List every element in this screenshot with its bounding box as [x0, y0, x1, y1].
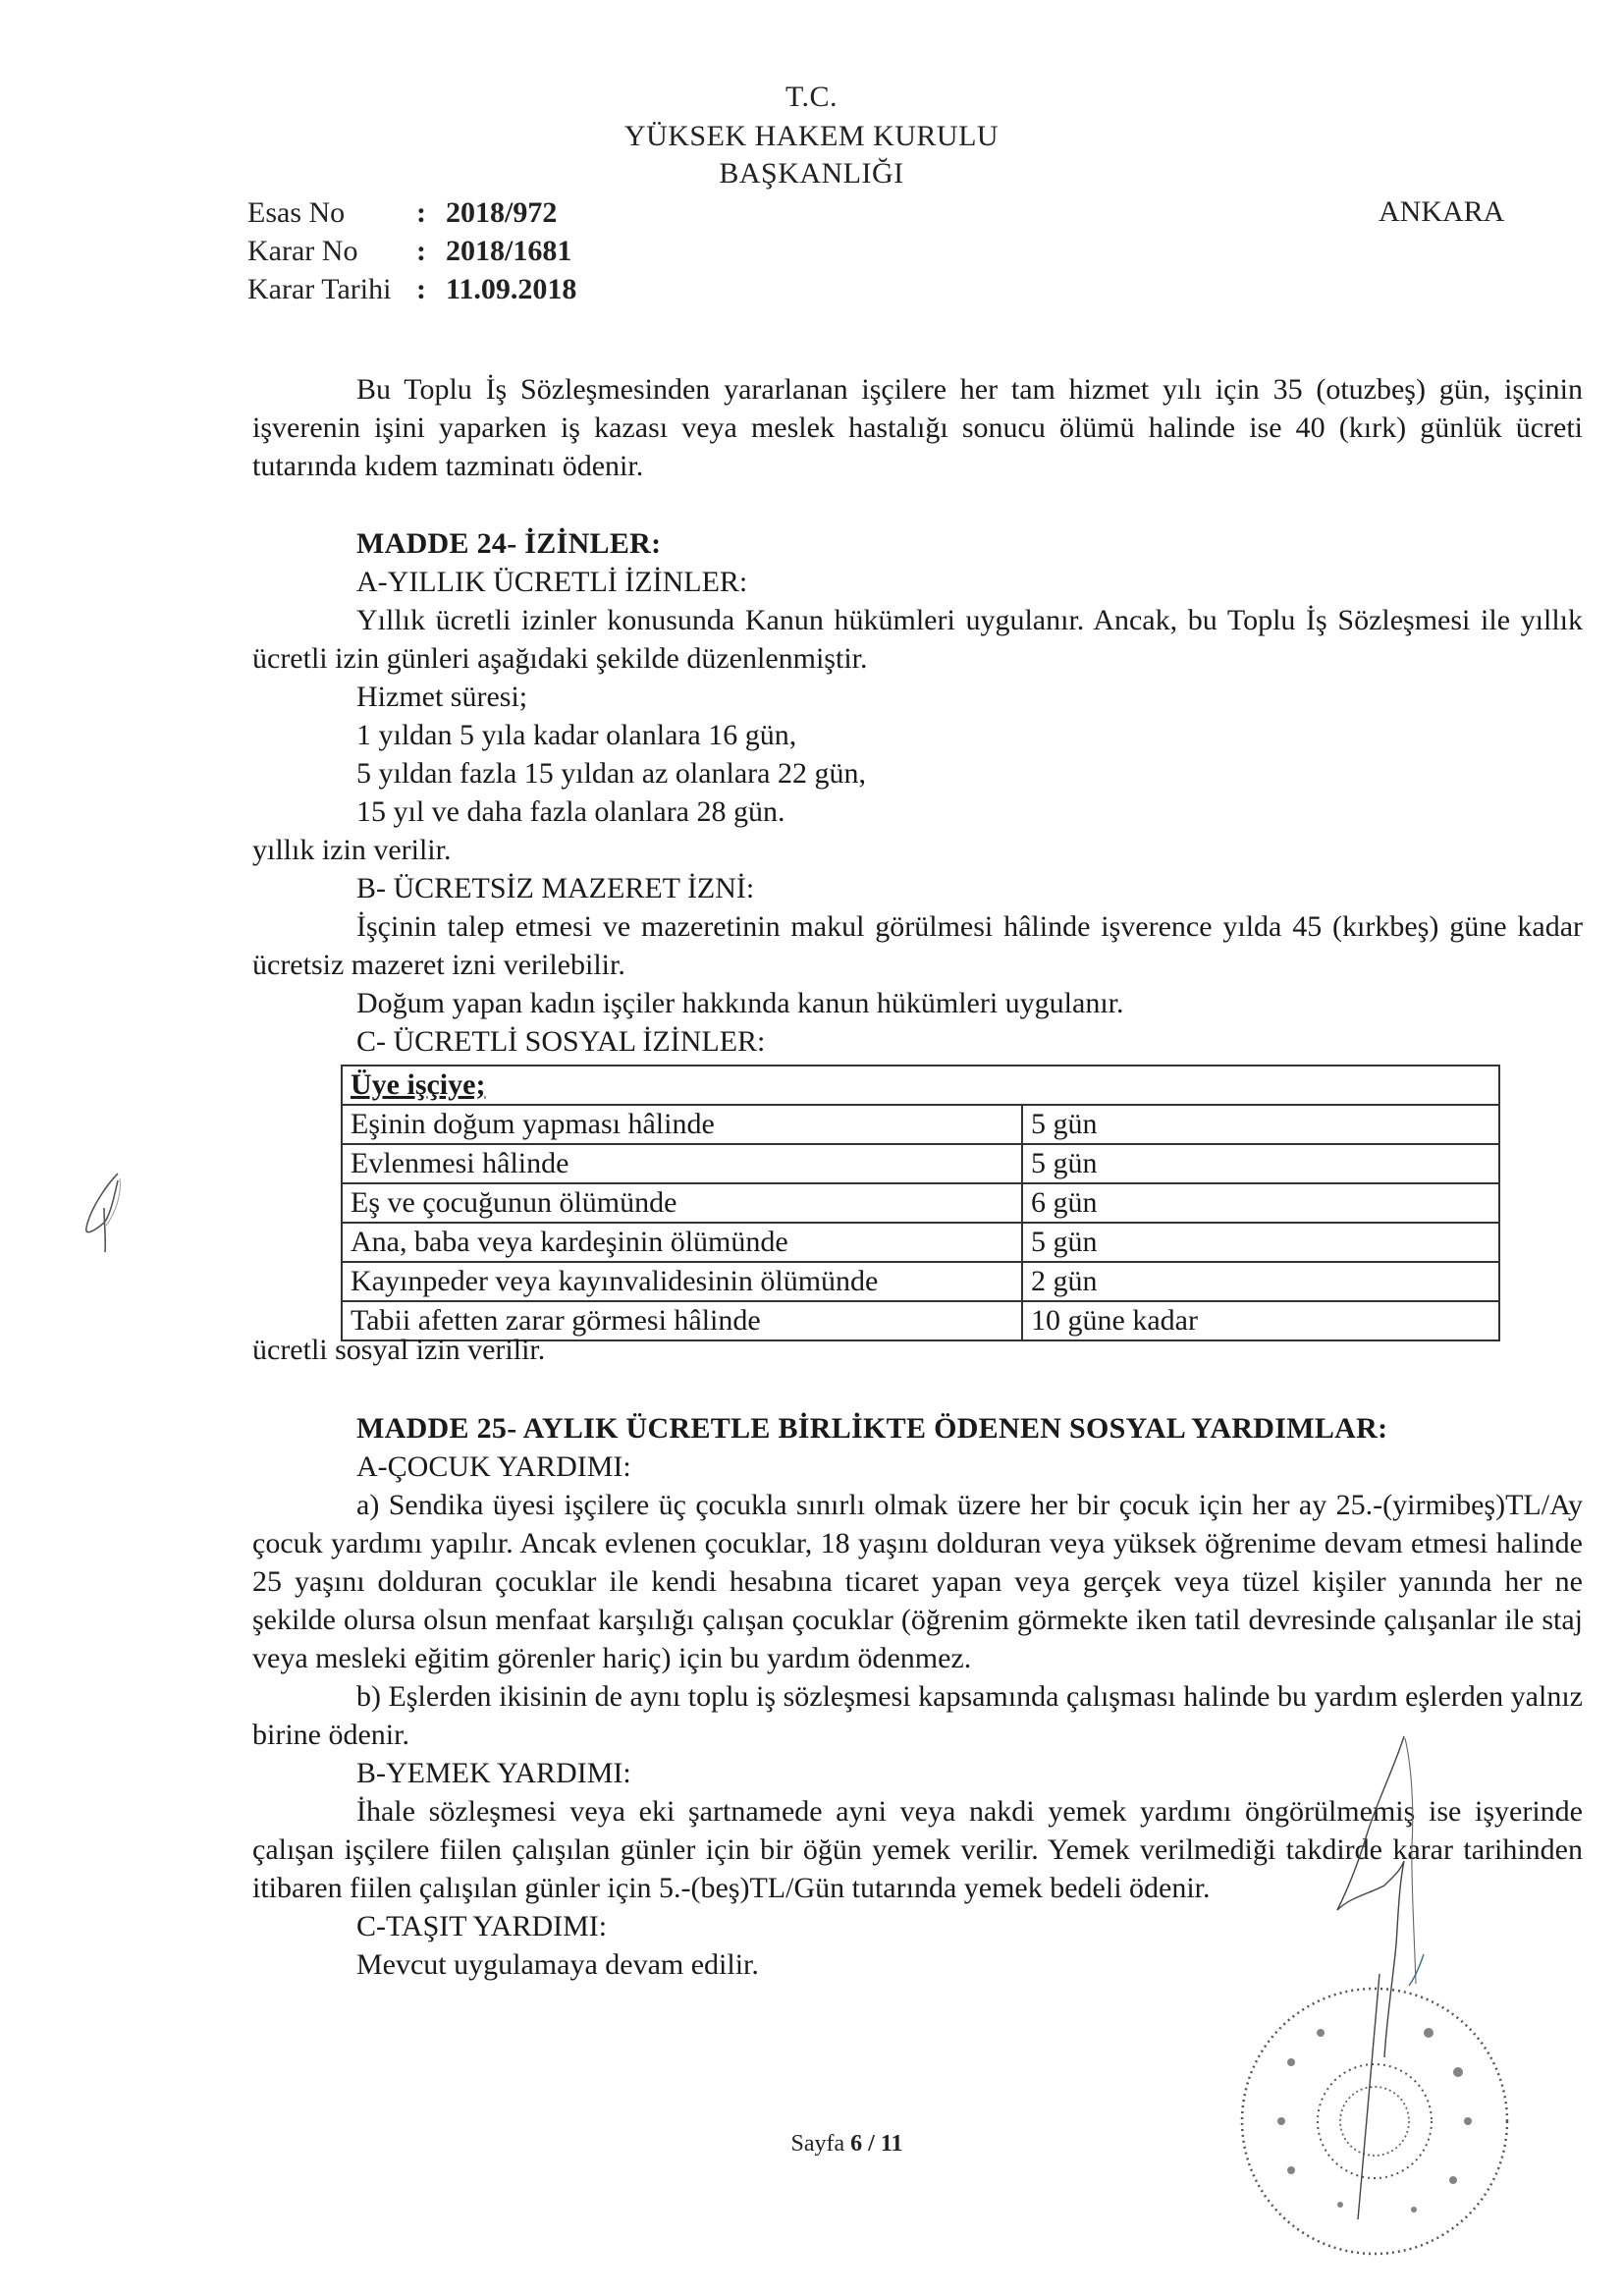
meta-karar-tarihi [247, 270, 576, 308]
case-meta [247, 193, 576, 308]
meta-colon: : [416, 234, 426, 267]
madde-24-a-title: A-YILLIK ÜCRETLİ İZİNLER: [356, 566, 748, 598]
meta-label: Esas No [247, 195, 346, 229]
madde-25-b-paragraph: İhale sözleşmesi veya eki şartnamede ayni veya nakdi yemek yardımı öngörülmemiş ise işyerinde çalışan işçilere fiilen çalışılan günler için bir öğün yemek verilir. Yemek verilmediği takdirde karar tarihinden itibaren fiilen çalışılan günler için 5.-(beş)TL/Gün tutarında yemek bedeli ödenir. [252, 1795, 1583, 1904]
page-separator: / [868, 2131, 875, 2157]
madde-25-c-paragraph: Mevcut uygulamaya devam edilir. [356, 1948, 759, 1981]
hizmet-suresi-label: Hizmet süresi; [356, 681, 528, 713]
table-cell-days: 5 gün [1022, 1105, 1499, 1144]
table-cell-case: Eşinin doğum yapması hâlinde [342, 1105, 1022, 1144]
table-cell-case: Evlenmesi hâlinde [342, 1144, 1022, 1183]
madde-24-c-end-wrap [252, 1331, 1583, 1369]
madde-25-b-title: B-YEMEK YARDIMI: [356, 1757, 631, 1789]
table-row [342, 1105, 1499, 1144]
table-cell-days: 6 gün [1022, 1183, 1499, 1223]
table-row [342, 1262, 1499, 1301]
table-cell-days: 10 güne kadar [1022, 1301, 1499, 1340]
madde-25-title: MADDE 25- AYLIK ÜCRETLE BİRLİKTE ÖDENEN SOSYAL YARDIMLAR: [356, 1412, 1388, 1445]
meta-value: 2018/1681 [446, 234, 572, 267]
intro-paragraph: Bu Toplu İş Sözleşmesinden yararlanan işçilere her tam hizmet yılı için 35 (otuzbeş) gün, işçinin işverenin işini yaparken iş kazası veya meslek hastalığı sonucu ölümü halinde ise 40 (kırk) günlük ücreti tutarında kıdem tazminatı ödenir. [252, 373, 1583, 482]
madde-24-b-paragraph-2: Doğum yapan kadın işçiler hakkında kanun hükümleri uygulanır. [356, 987, 1124, 1019]
table-header-row [342, 1066, 1499, 1105]
madde-24-a-paragraph: Yıllık ücretli izinler konusunda Kanun hükümleri uygulanır. Ancak, bu Toplu İş Sözleşmesi ile yıllık ücretli izin günleri aşağıdaki şekilde düzenlenmiştir. [252, 604, 1583, 675]
header-office: BAŞKANLIĞI [719, 157, 904, 190]
tier-item: 5 yıldan fazla 15 yıldan az olanlara 22 gün, [356, 757, 866, 790]
table-cell-case: Eş ve çocuğunun ölümünde [342, 1183, 1022, 1223]
table-cell-case: Tabii afetten zarar görmesi hâlinde [342, 1301, 1022, 1340]
page-current: 6 [850, 2131, 863, 2157]
madde-25-a-paragraph-b: b) Eşlerden ikisinin de aynı toplu iş sözleşmesi kapsamında çalışması halinde bu yardım eşlerden yalnız birine ödenir. [252, 1680, 1583, 1751]
madde-24-a-end: yıllık izin verilir. [252, 834, 452, 866]
table-cell-case: Ana, baba veya kardeşinin ölümünde [342, 1223, 1022, 1262]
intro-section [252, 370, 1583, 485]
social-leave-table [341, 1065, 1500, 1341]
margin-initial-mark [69, 1169, 137, 1257]
tier-item: 15 yıl ve daha fazla olanlara 28 gün. [356, 795, 785, 828]
table-cell-case: Kayınpeder veya kayınvalidesinin ölümünde [342, 1262, 1022, 1301]
header-org: YÜKSEK HAKEM KURULU [623, 120, 1000, 152]
meta-value: 11.09.2018 [446, 272, 577, 305]
page-total: 11 [880, 2131, 903, 2157]
madde-24-b-paragraph: İşçinin talep etmesi ve mazeretinin makul görülmesi hâlinde işverence yılda 45 (kırkbeş) güne kadar ücretsiz mazeret izni verilebilir. [252, 910, 1583, 981]
madde-24-c-end: ücretli sosyal izin verilir. [252, 1334, 546, 1366]
table-row [342, 1144, 1499, 1183]
table-header-cell: Üye işçiye; [342, 1066, 1499, 1105]
madde-24-b-title: B- ÜCRETSİZ MAZERET İZNİ: [356, 872, 755, 904]
table-row [342, 1183, 1499, 1223]
madde-25-a-paragraph-a: a) Sendika üyesi işçilere üç çocukla sınırlı olmak üzere her bir çocuk için her ay 25.-(yirmibeş)TL/Ay çocuk yardımı yapılır. Ancak evlenen çocuklar, 18 yaşını dolduran veya yüksek öğrenime devam etmesi halinde 25 yaşını dolduran çocuklar ile kendi hesabına ticaret yapan veya gerçek veya tüzel kişiler yanında her ne şekilde olursa olsun menfaat karşılığı çalışan çocuklar (öğrenim görmekte iken tatil devresinde çalışanlar ile staj veya mesleki eğitim görenler hariç) için bu yardım ödenmez. [252, 1489, 1583, 1674]
table-cell-days: 2 gün [1022, 1262, 1499, 1301]
meta-value: 2018/972 [446, 195, 558, 229]
meta-label: Karar Tarihi [247, 272, 392, 305]
official-seal-stamp [1232, 1974, 1527, 2269]
madde-25-a-title: A-ÇOCUK YARDIMI: [356, 1450, 631, 1483]
madde-25-c-title: C-TAŞIT YARDIMI: [356, 1910, 608, 1942]
tier-item: 1 yıldan 5 yıla kadar olanlara 16 gün, [356, 719, 797, 751]
madde-24-section [252, 524, 1583, 1061]
madde-24-c-title: C- ÜCRETLİ SOSYAL İZİNLER: [356, 1025, 766, 1058]
table-cell-days: 5 gün [1022, 1223, 1499, 1262]
madde-24-title: MADDE 24- İZİNLER: [356, 527, 662, 560]
meta-label: Karar No [247, 234, 358, 267]
meta-karar-no [247, 232, 576, 270]
header-tc: T.C. [784, 81, 839, 113]
table-row [342, 1223, 1499, 1262]
meta-colon: : [416, 272, 426, 305]
table-cell-days: 5 gün [1022, 1144, 1499, 1183]
meta-esas-no [247, 193, 576, 232]
page-label: Sayfa [790, 2131, 845, 2157]
header-city: ANKARA [1379, 195, 1505, 228]
meta-colon: : [416, 195, 426, 229]
